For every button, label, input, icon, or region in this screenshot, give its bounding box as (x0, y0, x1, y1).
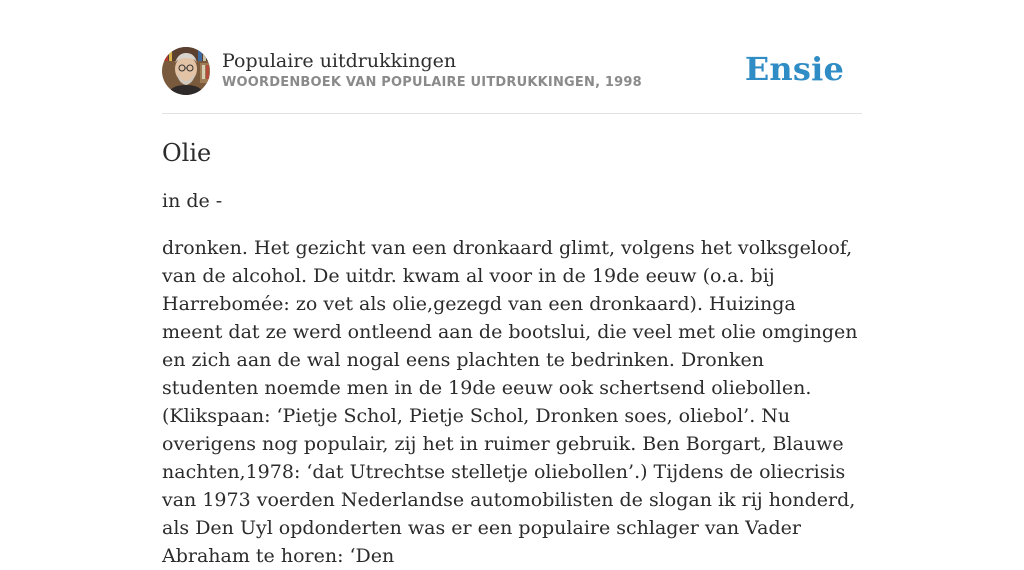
source-header (162, 46, 862, 96)
entry-body: dronken. Het gezicht van een dronkaard glimt, volgens het volksgeloof, van de alcohol. De uitdr. kwam al voor in de 19de eeuw (o.a. bij Harrebomée: zo vet als olie,gezegd van een dronkaard). Huizinga meent dat ze werd ontleend aan de bootslui, die veel met olie omgingen en zich aan de wal nogal eens plachten te bedrinken. Dronken studenten noemde men in de 19de eeuw ook schertsend oliebollen.(Klikspaan: ‘Pietje Schol, Pietje Schol, Dronken soes, oliebol’. Nu overigens nog populair, zij het in ruimer gebruik. Ben Borgart, Blauwe nachten,1978: ‘dat Utrechtse stelletje oliebollen’.) Tijdens de oliecrisis van 1973 voerden Nederlandse automobilisten de slogan ik rij honderd, als Den Uyl opdonderten was er een populaire schlager van Vader Abraham te horen: ‘Den (162, 237, 858, 567)
source-info (222, 51, 642, 92)
author-portrait-icon[interactable] (162, 47, 210, 95)
source-title[interactable]: Populaire uitdrukkingen (222, 49, 457, 72)
entry-page (162, 46, 862, 570)
header-divider (162, 113, 862, 114)
source-subtitle[interactable]: WOORDENBOEK VAN POPULAIRE UITDRUKKINGEN, 1998 (222, 74, 642, 90)
ensie-logo-link[interactable]: Ensie (744, 50, 844, 88)
entry-title: Olie (162, 139, 212, 167)
entry-subtitle: in de - (162, 190, 223, 212)
